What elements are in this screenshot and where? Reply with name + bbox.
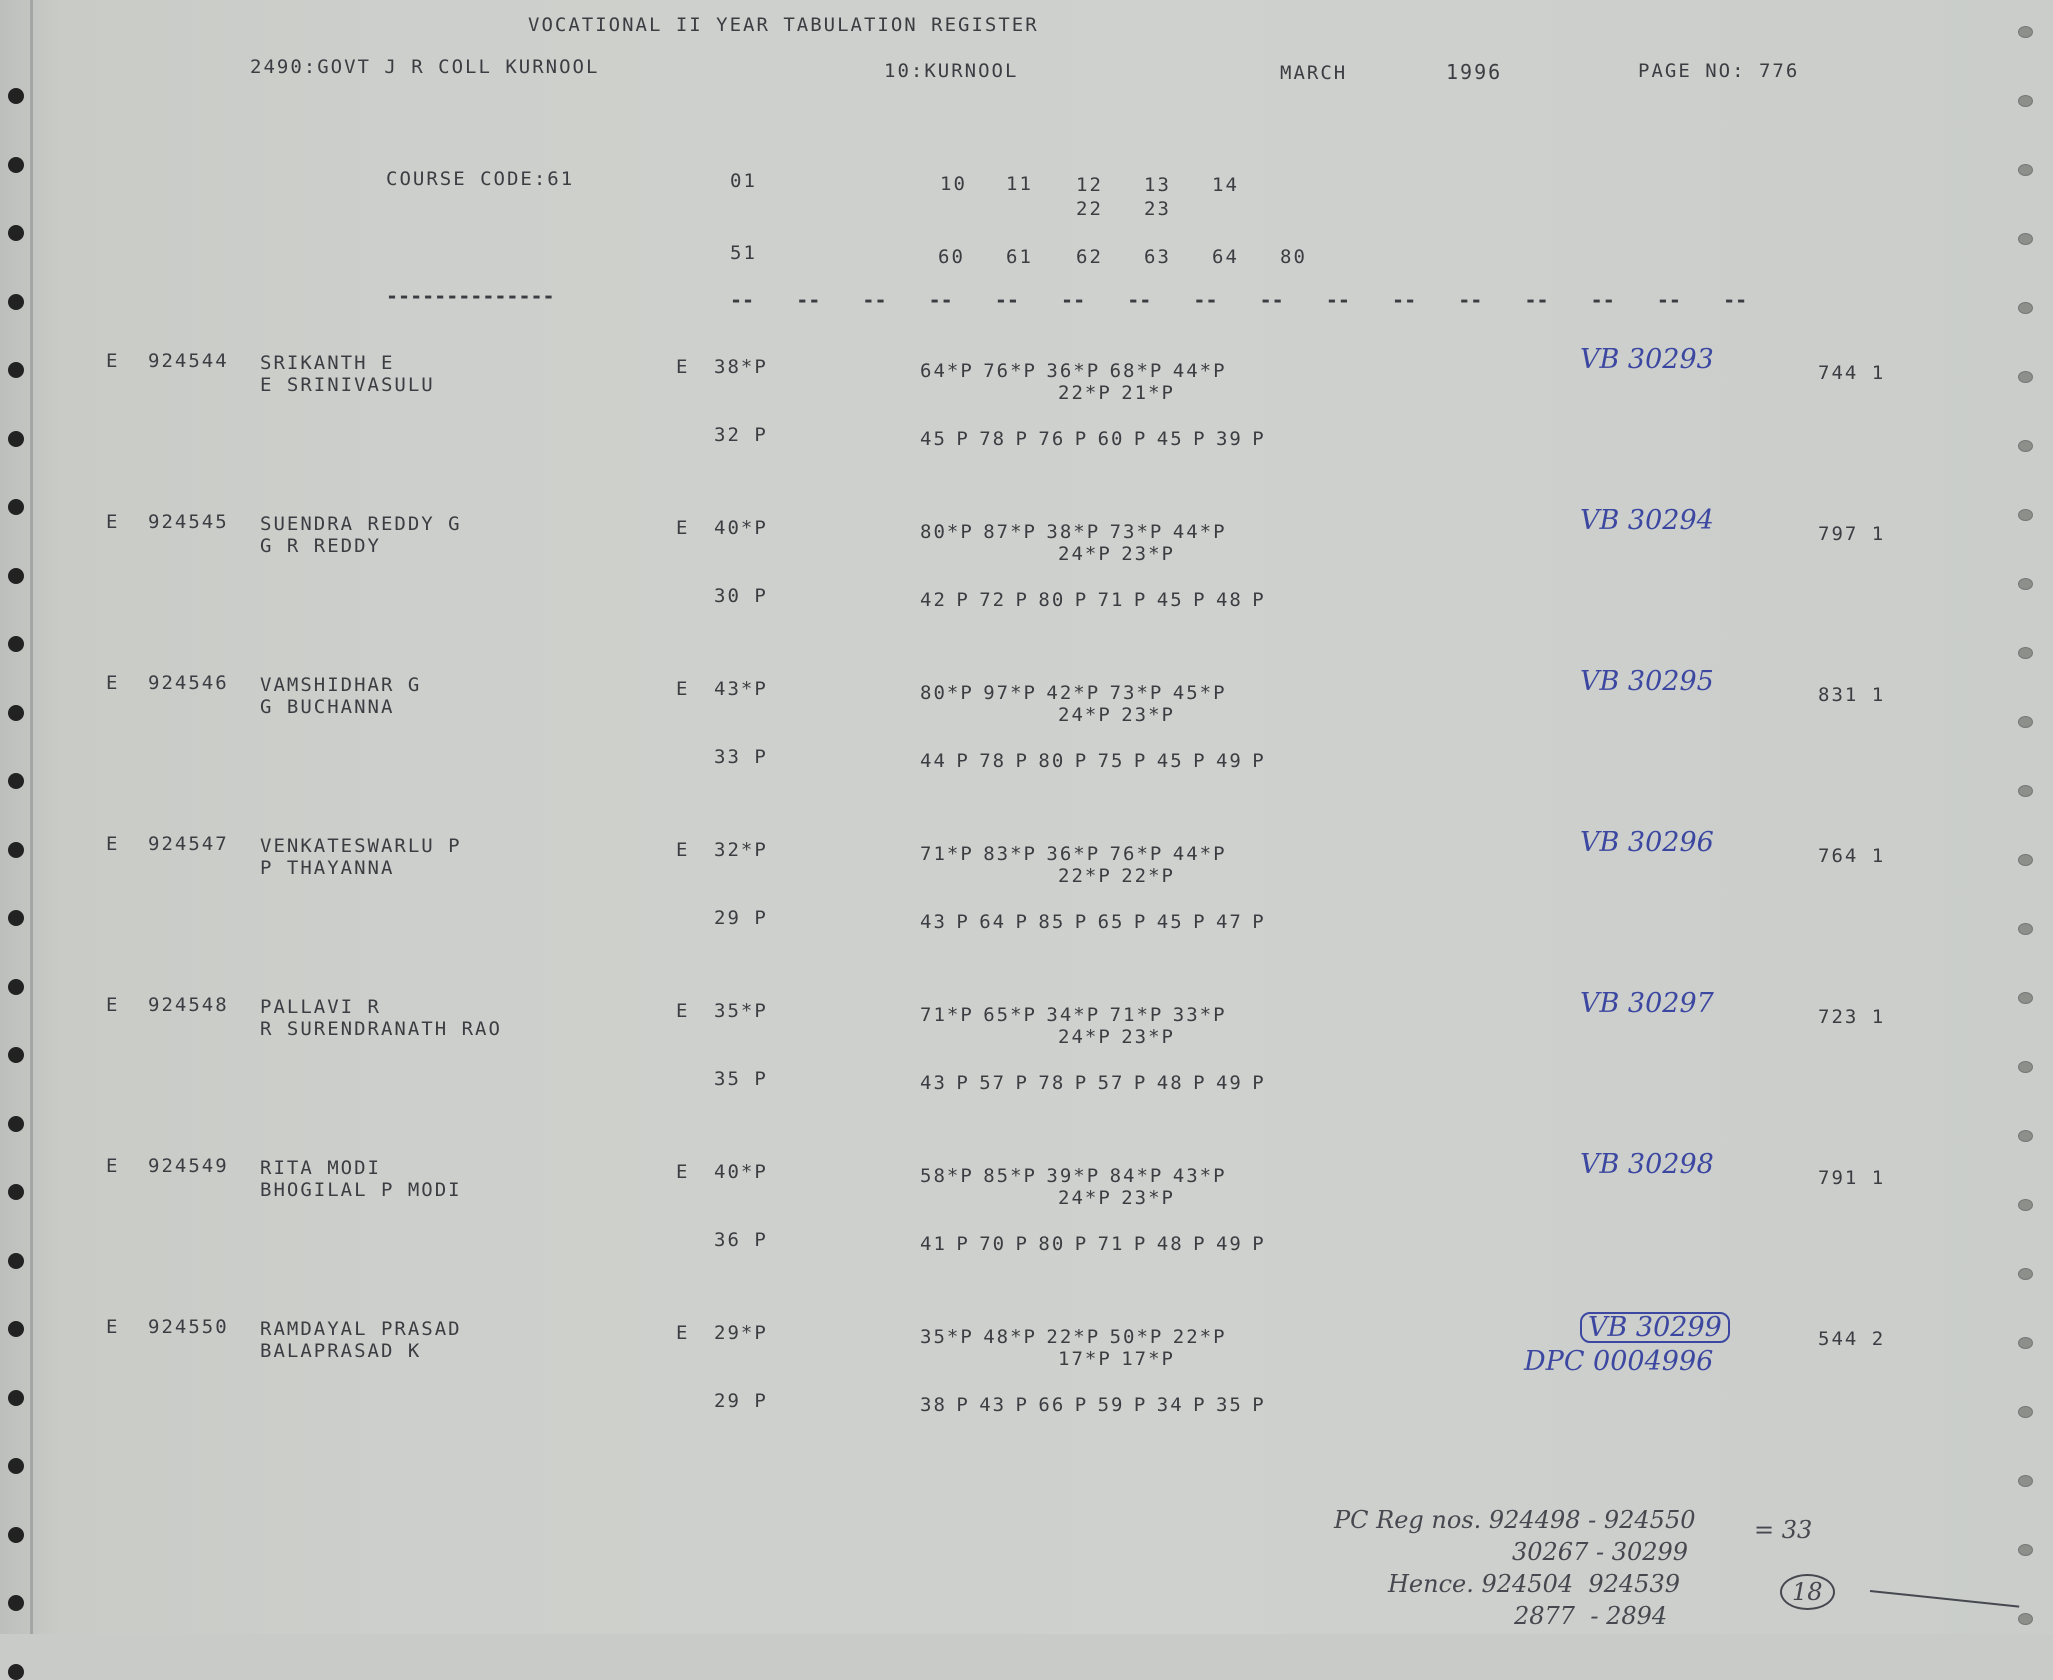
note-pc-reg-nos: PC Reg nos. 924498 - 924550 bbox=[1334, 1506, 1696, 1534]
sprocket-hole bbox=[2018, 509, 2033, 521]
subject-marks-row3: 45 P 78 P 76 P 60 P 45 P 39 P bbox=[920, 428, 1266, 450]
vb-certificate-number: VB 30299 bbox=[1580, 1312, 1730, 1343]
exam-month: MARCH bbox=[1280, 62, 1348, 84]
subject-marks-row2: 24*P 23*P bbox=[1058, 1187, 1175, 1209]
binding-hole bbox=[8, 1458, 24, 1474]
register-number: 924547 bbox=[148, 833, 229, 855]
part2-marks: 33 P bbox=[714, 746, 768, 768]
vb-certificate-number: VB 30295 bbox=[1580, 666, 1714, 697]
medium-code: E bbox=[676, 356, 690, 378]
student-name: VAMSHIDHAR G bbox=[260, 674, 422, 696]
binding-hole bbox=[8, 431, 24, 447]
register-number: 924546 bbox=[148, 672, 229, 694]
subject-code-13: 13 bbox=[1144, 174, 1171, 196]
subject-code-61: 61 bbox=[1006, 246, 1033, 268]
subject-code-23: 23 bbox=[1144, 198, 1171, 220]
subject-code-12: 12 bbox=[1076, 174, 1103, 196]
district-name: 10:KURNOOL bbox=[884, 60, 1019, 82]
part1-marks: 32*P bbox=[714, 839, 768, 861]
student-name: SRIKANTH E bbox=[260, 352, 395, 374]
binding-hole bbox=[8, 1116, 24, 1132]
parent-name: E SRINIVASULU bbox=[260, 374, 435, 396]
sprocket-hole bbox=[2018, 923, 2033, 935]
binding-hole bbox=[8, 979, 24, 995]
subject-code-11: 11 bbox=[1006, 173, 1033, 195]
total-marks-division: 791 1 bbox=[1818, 1167, 1886, 1189]
subject-marks-row2: 24*P 23*P bbox=[1058, 1026, 1175, 1048]
subject-marks-row3: 42 P 72 P 80 P 71 P 45 P 48 P bbox=[920, 589, 1266, 611]
part2-marks: 36 P bbox=[714, 1229, 768, 1251]
subject-code-80: 80 bbox=[1280, 246, 1307, 268]
part1-marks: 40*P bbox=[714, 517, 768, 539]
medium-code: E bbox=[676, 1161, 690, 1183]
student-name: VENKATESWARLU P bbox=[260, 835, 462, 857]
medium-code: E bbox=[676, 1322, 690, 1344]
category-code: E bbox=[106, 511, 120, 533]
sprocket-hole bbox=[2018, 371, 2033, 383]
note-vb-range: 30267 - 30299 bbox=[1512, 1538, 1689, 1566]
sprocket-hole bbox=[2018, 1130, 2033, 1142]
exam-year: 1996 bbox=[1446, 60, 1503, 84]
binding-hole bbox=[8, 568, 24, 584]
subject-marks-row3: 43 P 57 P 78 P 57 P 48 P 49 P bbox=[920, 1072, 1266, 1094]
sprocket-hole bbox=[2018, 716, 2033, 728]
part1-marks: 29*P bbox=[714, 1322, 768, 1344]
student-name: RAMDAYAL PRASAD bbox=[260, 1318, 462, 1340]
register-number: 924545 bbox=[148, 511, 229, 533]
subject-marks-row3: 41 P 70 P 80 P 71 P 48 P 49 P bbox=[920, 1233, 1266, 1255]
part1-marks: 40*P bbox=[714, 1161, 768, 1183]
binding-hole bbox=[8, 773, 24, 789]
binding-hole bbox=[8, 1664, 24, 1680]
register-number: 924548 bbox=[148, 994, 229, 1016]
vb-certificate-number: VB 30296 bbox=[1580, 827, 1714, 858]
register-number: 924544 bbox=[148, 350, 229, 372]
binding-hole bbox=[8, 1390, 24, 1406]
binding-hole bbox=[8, 294, 24, 310]
subject-code-10: 10 bbox=[940, 173, 967, 195]
parent-name: R SURENDRANATH RAO bbox=[260, 1018, 502, 1040]
subject-code-51: 51 bbox=[730, 242, 757, 264]
category-code: E bbox=[106, 994, 120, 1016]
sprocket-hole bbox=[2018, 233, 2033, 245]
sprocket-hole bbox=[2018, 95, 2033, 107]
part2-marks: 32 P bbox=[714, 424, 768, 446]
register-number: 924550 bbox=[148, 1316, 229, 1338]
subject-marks-row3: 44 P 78 P 80 P 75 P 45 P 49 P bbox=[920, 750, 1266, 772]
subject-marks-row1: 80*P 87*P 38*P 73*P 44*P bbox=[920, 521, 1227, 543]
category-code: E bbox=[106, 833, 120, 855]
part1-marks: 38*P bbox=[714, 356, 768, 378]
binding-hole bbox=[8, 1184, 24, 1200]
binding-hole bbox=[8, 157, 24, 173]
category-code: E bbox=[106, 1316, 120, 1338]
college-name: 2490:GOVT J R COLL KURNOOL bbox=[250, 56, 600, 78]
sprocket-hole bbox=[2018, 1061, 2033, 1073]
parent-name: G R REDDY bbox=[260, 535, 381, 557]
subject-code-22: 22 bbox=[1076, 198, 1103, 220]
parent-name: P THAYANNA bbox=[260, 857, 395, 879]
binding-hole bbox=[8, 1321, 24, 1337]
binding-hole bbox=[8, 636, 24, 652]
subject-code-01: 01 bbox=[730, 170, 757, 192]
sprocket-hole bbox=[2018, 1544, 2033, 1556]
binding-hole bbox=[8, 1595, 24, 1611]
sprocket-hole bbox=[2018, 785, 2033, 797]
subject-marks-row1: 71*P 65*P 34*P 71*P 33*P bbox=[920, 1004, 1227, 1026]
part2-marks: 29 P bbox=[714, 907, 768, 929]
signature-stroke bbox=[1870, 1590, 2019, 1608]
sprocket-hole bbox=[2018, 1475, 2033, 1487]
student-name: SUENDRA REDDY G bbox=[260, 513, 462, 535]
sprocket-hole bbox=[2018, 1199, 2033, 1211]
sprocket-hole bbox=[2018, 992, 2033, 1004]
total-marks-division: 723 1 bbox=[1818, 1006, 1886, 1028]
sprocket-hole bbox=[2018, 440, 2033, 452]
subject-code-62: 62 bbox=[1076, 246, 1103, 268]
binding-spine bbox=[30, 0, 33, 1634]
circled-count: 18 bbox=[1780, 1574, 1835, 1610]
category-code: E bbox=[106, 350, 120, 372]
subject-code-64: 64 bbox=[1212, 246, 1239, 268]
vb-certificate-number: VB 30298 bbox=[1580, 1149, 1714, 1180]
binding-hole bbox=[8, 705, 24, 721]
sprocket-hole bbox=[2018, 578, 2033, 590]
subject-marks-row1: 80*P 97*P 42*P 73*P 45*P bbox=[920, 682, 1227, 704]
sprocket-hole bbox=[2018, 647, 2033, 659]
binding-hole bbox=[8, 1047, 24, 1063]
subject-marks-row1: 35*P 48*P 22*P 50*P 22*P bbox=[920, 1326, 1227, 1348]
medium-code: E bbox=[676, 1000, 690, 1022]
dpc-number: DPC 0004996 bbox=[1524, 1346, 1714, 1377]
parent-name: BALAPRASAD K bbox=[260, 1340, 422, 1362]
sprocket-hole bbox=[2018, 1337, 2033, 1349]
total-marks-division: 797 1 bbox=[1818, 523, 1886, 545]
part1-marks: 43*P bbox=[714, 678, 768, 700]
sprocket-hole bbox=[2018, 26, 2033, 38]
parent-name: G BUCHANNA bbox=[260, 696, 395, 718]
subject-marks-row2: 24*P 23*P bbox=[1058, 704, 1175, 726]
binding-hole bbox=[8, 88, 24, 104]
sprocket-hole bbox=[2018, 1406, 2033, 1418]
category-code: E bbox=[106, 1155, 120, 1177]
subject-code-14: 14 bbox=[1212, 174, 1239, 196]
sprocket-hole bbox=[2018, 302, 2033, 314]
note-count: = 33 bbox=[1754, 1516, 1813, 1544]
subject-marks-row1: 71*P 83*P 36*P 76*P 44*P bbox=[920, 843, 1227, 865]
page-number: PAGE NO: 776 bbox=[1638, 60, 1800, 82]
subject-marks-row2: 22*P 22*P bbox=[1058, 865, 1175, 887]
subject-marks-row3: 38 P 43 P 66 P 59 P 34 P 35 P bbox=[920, 1394, 1266, 1416]
total-marks-division: 764 1 bbox=[1818, 845, 1886, 867]
vb-certificate-number: VB 30293 bbox=[1580, 344, 1714, 375]
sprocket-hole bbox=[2018, 164, 2033, 176]
column-dashes: -- -- -- -- -- -- -- -- -- -- -- -- -- -- -- -- bbox=[730, 288, 1748, 312]
course-underline: -------------- bbox=[386, 284, 555, 308]
vb-certificate-number: VB 30294 bbox=[1580, 505, 1714, 536]
binding-hole bbox=[8, 842, 24, 858]
subject-marks-row2: 24*P 23*P bbox=[1058, 543, 1175, 565]
register-title: VOCATIONAL II YEAR TABULATION REGISTER bbox=[528, 14, 1039, 36]
student-name: PALLAVI R bbox=[260, 996, 381, 1018]
parent-name: BHOGILAL P MODI bbox=[260, 1179, 462, 1201]
part2-marks: 30 P bbox=[714, 585, 768, 607]
subject-marks-row1: 64*P 76*P 36*P 68*P 44*P bbox=[920, 360, 1227, 382]
category-code: E bbox=[106, 672, 120, 694]
binding-hole bbox=[8, 225, 24, 241]
binding-hole bbox=[8, 1527, 24, 1543]
medium-code: E bbox=[676, 517, 690, 539]
subject-code-63: 63 bbox=[1144, 246, 1171, 268]
sprocket-hole bbox=[2018, 854, 2033, 866]
total-marks-division: 744 1 bbox=[1818, 362, 1886, 384]
sprocket-hole bbox=[2018, 1268, 2033, 1280]
medium-code: E bbox=[676, 839, 690, 861]
subject-marks-row2: 22*P 21*P bbox=[1058, 382, 1175, 404]
note-range-2: 2877 - 2894 bbox=[1514, 1602, 1668, 1630]
subject-marks-row3: 43 P 64 P 85 P 65 P 45 P 47 P bbox=[920, 911, 1266, 933]
part2-marks: 35 P bbox=[714, 1068, 768, 1090]
part1-marks: 35*P bbox=[714, 1000, 768, 1022]
sprocket-hole bbox=[2018, 1613, 2033, 1625]
binding-hole bbox=[8, 910, 24, 926]
part2-marks: 29 P bbox=[714, 1390, 768, 1412]
vb-certificate-number: VB 30297 bbox=[1580, 988, 1714, 1019]
subject-marks-row2: 17*P 17*P bbox=[1058, 1348, 1175, 1370]
note-hence: Hence. 924504 924539 bbox=[1388, 1570, 1680, 1598]
binding-hole bbox=[8, 1253, 24, 1269]
subject-marks-row1: 58*P 85*P 39*P 84*P 43*P bbox=[920, 1165, 1227, 1187]
total-marks-division: 544 2 bbox=[1818, 1328, 1886, 1350]
total-marks-division: 831 1 bbox=[1818, 684, 1886, 706]
binding-hole bbox=[8, 499, 24, 515]
register-number: 924549 bbox=[148, 1155, 229, 1177]
course-code: COURSE CODE:61 bbox=[386, 168, 575, 190]
student-name: RITA MODI bbox=[260, 1157, 381, 1179]
binding-hole bbox=[8, 362, 24, 378]
medium-code: E bbox=[676, 678, 690, 700]
subject-code-60: 60 bbox=[938, 246, 965, 268]
